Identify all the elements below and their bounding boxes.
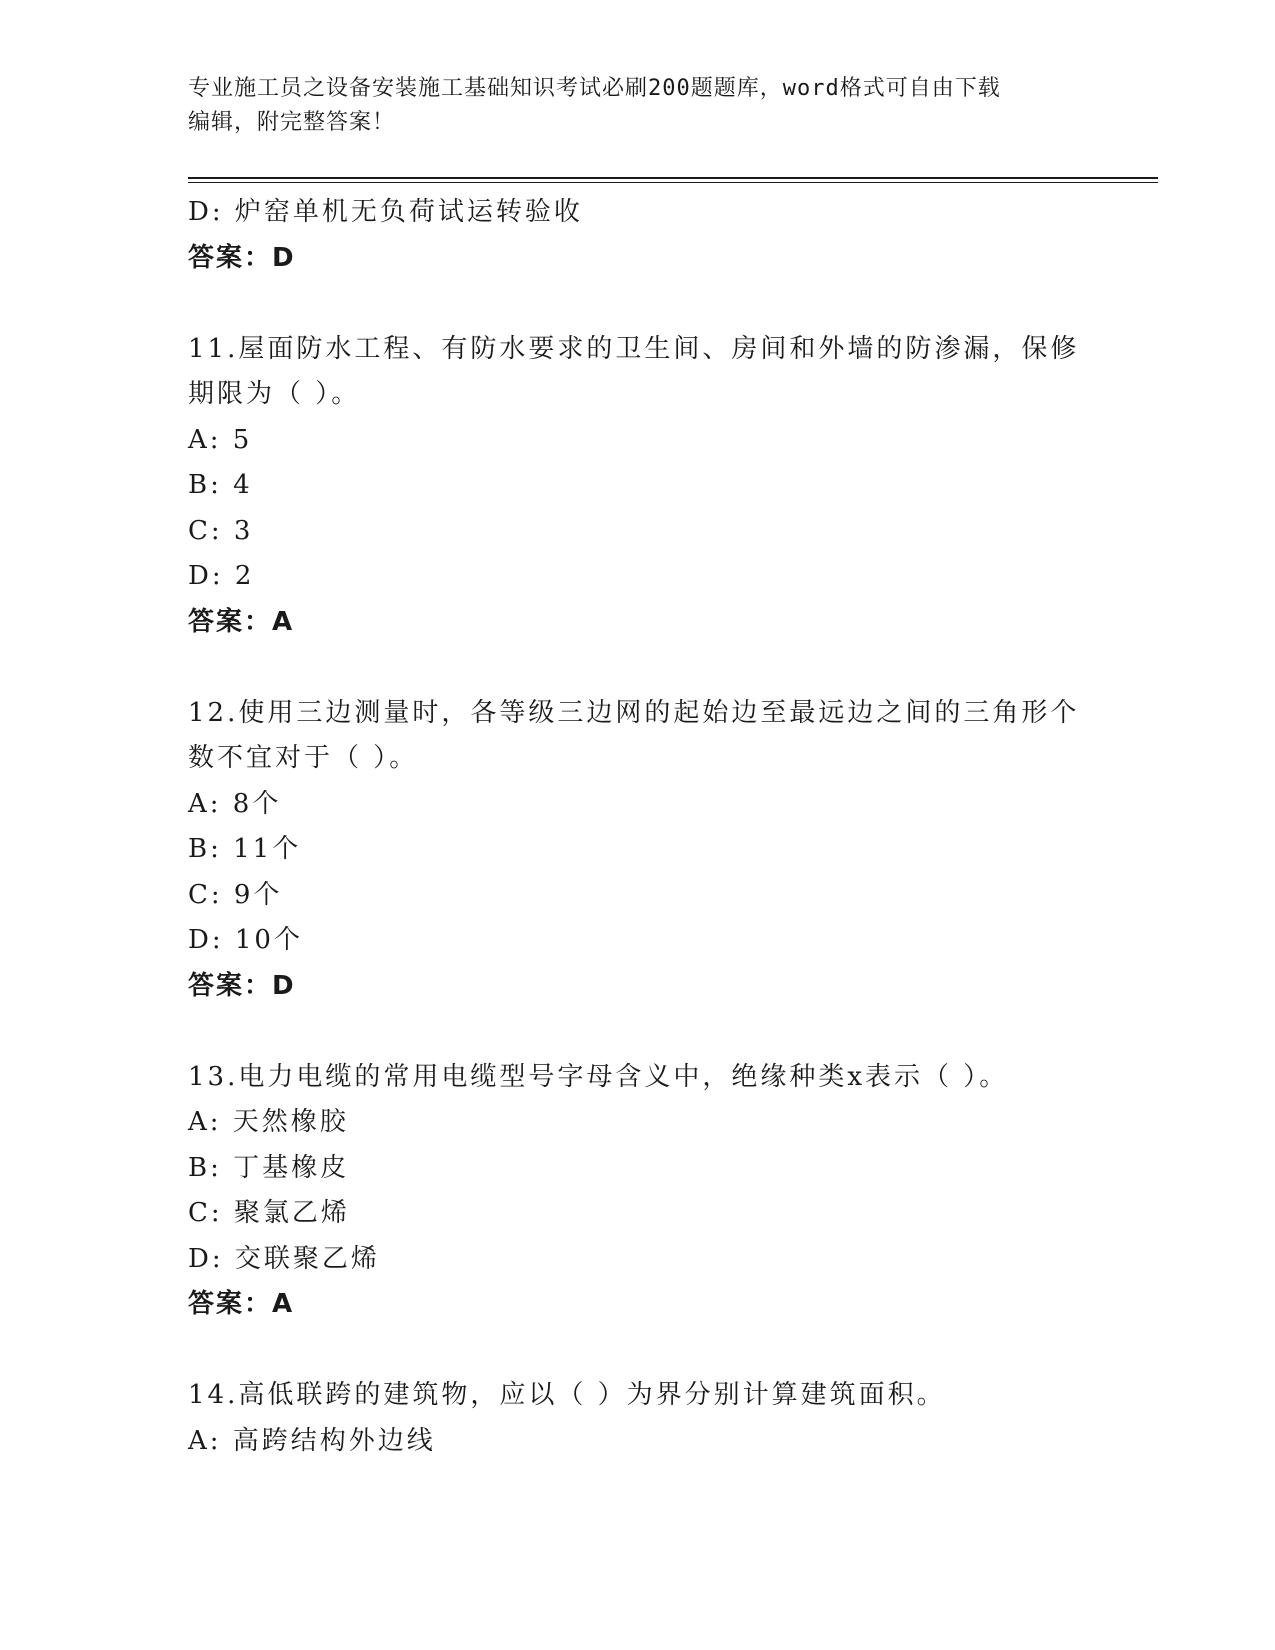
- answer: 答案：A: [188, 1289, 295, 1319]
- question-13: [188, 1055, 1088, 1328]
- question-14: [188, 1373, 1088, 1464]
- option-a: A: 天然橡胶: [188, 1107, 349, 1137]
- spacer: [188, 281, 1088, 327]
- option-d: D: 10个: [188, 925, 303, 955]
- question-stem: 14.高低联跨的建筑物，应以（ ）为界分别计算建筑面积。: [188, 1380, 946, 1410]
- option-a: A: 8个: [188, 788, 282, 819]
- answer: 答案：D: [188, 242, 296, 273]
- question-stem: 12.使用三边测量时，各等级三边网的起始边至最远边之间的三角形个数不宜对于（ ）。: [188, 697, 1080, 773]
- option-a: A: 高跨结构外边线: [188, 1425, 436, 1456]
- header-divider-thick: [188, 177, 1158, 179]
- option-c: C: 9个: [188, 879, 283, 910]
- option-b: B: 11个: [188, 834, 302, 864]
- question-12: [188, 691, 1088, 1010]
- option-c: C: 聚氯乙烯: [188, 1198, 350, 1228]
- spacer: [188, 645, 1088, 691]
- option-d: D: 交联聚乙烯: [188, 1243, 380, 1274]
- option-b: B: 4: [188, 470, 253, 500]
- option-d: D: 炉窑单机无负荷试运转验收: [188, 197, 583, 227]
- header-divider-thin: [188, 182, 1158, 183]
- option-b: B: 丁基橡皮: [188, 1152, 350, 1183]
- option-d: D: 2: [188, 561, 255, 591]
- question-11: [188, 327, 1088, 646]
- option-a: A: 5: [188, 424, 253, 455]
- question-stem: 11.屋面防水工程、有防水要求的卫生间、房间和外墙的防渗漏，保修期限为（ ）。: [188, 333, 1080, 409]
- spacer: [188, 1009, 1088, 1055]
- header-title-line-1: 专业施工员之设备安装施工基础知识考试必刷200题题库，word格式可自由下载: [188, 76, 1001, 101]
- document-body: [188, 190, 1088, 1464]
- page-header: [188, 72, 1088, 140]
- question-stem: 13.电力电缆的常用电缆型号字母含义中，绝缘种类x表示（ ）。: [188, 1061, 1009, 1092]
- spacer: [188, 1328, 1088, 1374]
- option-c: C: 3: [188, 515, 254, 546]
- answer: 答案：D: [188, 970, 296, 1001]
- header-title-line-2: 编辑，附完整答案！: [188, 110, 396, 135]
- answer: 答案：A: [188, 606, 295, 637]
